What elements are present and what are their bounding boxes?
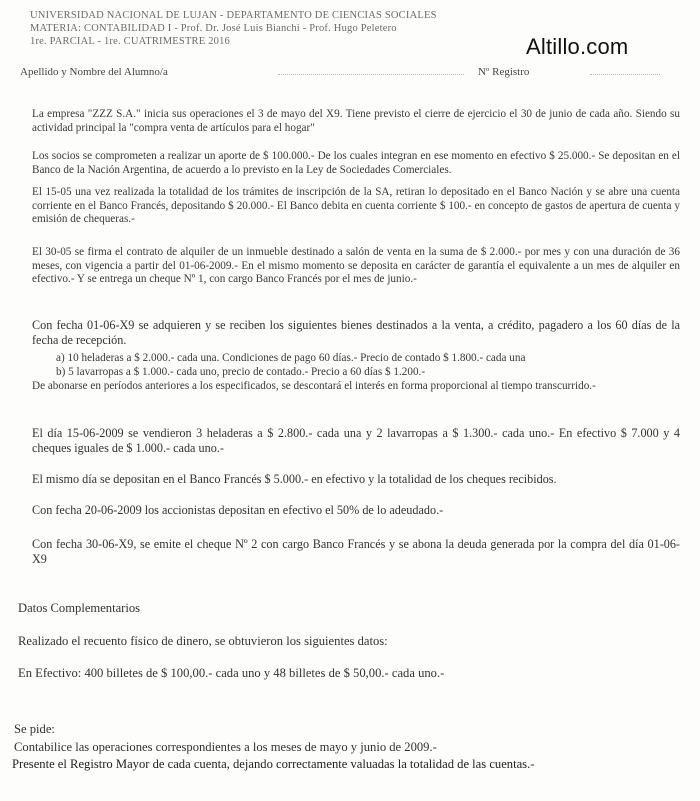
paragraph-alquiler: El 30-05 se firma el contrato de alquiler de un inmueble destinado a salón de venta en la suma de $ 2.000.- por mes y con una duración de 36 meses, con vigencia a partir del 01-06-2009.- En el mismo momento se deposita en carácter de garantía el equivalente a un mes de alquiler en efectivo.- Y se entrega un cheque Nº 1, con cargo Banco Francés por el mes de junio.- xyxy=(32,246,680,286)
paragraph-deposito: El mismo día se depositan en el Banco Francés $ 5.000.- en efectivo y la totalidad de los cheques recibidos. xyxy=(32,472,557,486)
paragraph-cheque-2: Con fecha 30-06-X9, se emite el cheque Nº 2 con cargo Banco Francés y se abona la deuda generada por la compra del día 01-06-X9 xyxy=(32,537,680,566)
registro-label: Nº Registro xyxy=(478,66,530,78)
header-parcial: 1re. PARCIAL - 1re. CUATRIMESTRE 2016 xyxy=(30,36,230,47)
header-university: UNIVERSIDAD NACIONAL DE LUJAN - DEPARTAMENTO DE CIENCIAS SOCIALES xyxy=(30,10,437,21)
paragraph-accionistas: Con fecha 20-06-2009 los accionistas depositan en efectivo el 50% de lo adeudado.- xyxy=(32,503,444,517)
name-dotted-line xyxy=(278,74,464,75)
header-materia: MATERIA: CONTABILIDAD I - Prof. Dr. José Luis Bianchi - Prof. Hugo Peletero xyxy=(30,23,397,34)
altillo-logo: Altillo.com xyxy=(526,34,629,59)
paragraph-venta: El día 15-06-2009 se vendieron 3 heladeras a $ 2.800.- cada una y 2 lavarropas a $ 1.300.- cada uno.- En efectivo $ 7.000 y 4 cheques iguales de $ 1.000.- cada uno.- xyxy=(32,426,680,455)
paragraph-cuenta-corriente: El 15-05 una vez realizada la totalidad de los trámites de inscripción de la SA, retiran lo depositado en el Banco Nación y se abre una cuenta corriente en el Banco Francés, depositando $ 20.000.- El Banco debita en cuenta corriente $ 100.- en concepto de gastos de apertura de cuenta y emisión de chequeras.- xyxy=(32,186,680,226)
efectivo-text: En Efectivo: 400 billetes de $ 100,00.- cada uno y 48 billetes de $ 50,00.- cada uno.- xyxy=(18,666,445,680)
registro-dotted-line xyxy=(590,74,660,75)
paragraph-inicio: La empresa "ZZZ S.A." inicia sus operaciones el 3 de mayo del X9. Tiene previsto el cierre de ejercicio el 30 de junio de cada año. Siendo su actividad principal la "compra venta de artículos para el hogar" xyxy=(32,108,680,134)
paragraph-descuento: De abonarse en períodos anteriores a los especificados, se descontará el interés en forma proporcional al tiempo transcurrido.- xyxy=(32,380,596,392)
list-item-lavarropas: b) 5 lavarropas a $ 1.000.- cada uno, precio de contado.- Precio a 60 días $ 1.200.- xyxy=(56,366,426,378)
pide-registro-mayor: Presente el Registro Mayor de cada cuenta, dejando correctamente valuadas la totalidad de las cuentas.- xyxy=(12,757,535,771)
list-item-heladeras: a) 10 heladeras a $ 2.000.- cada una. Condiciones de pago 60 días.- Precio de contado $ 1.800.- cada una xyxy=(56,352,526,364)
pide-contabilice: Contabilice las operaciones correspondientes a los meses de mayo y junio de 2009.- xyxy=(14,740,437,754)
section-title-datos-complementarios: Datos Complementarios xyxy=(18,601,141,615)
recuento-text: Realizado el recuento físico de dinero, se obtuvieron los siguientes datos: xyxy=(18,634,388,648)
section-title-se-pide: Se pide: xyxy=(14,722,55,736)
paragraph-compra: Con fecha 01-06-X9 se adquieren y se reciben los siguientes bienes destinados a la venta, a crédito, pagadero a los 60 días de la fecha de recepción. xyxy=(32,318,680,347)
student-name-label: Apellido y Nombre del Alumno/a xyxy=(20,66,168,78)
paragraph-aporte: Los socios se comprometen a realizar un aporte de $ 100.000.- De los cuales integran en ese momento en efectivo $ 25.000.- Se depositan en el Banco de la Nación Argentina, de acuerdo a lo previsto en la Ley de Sociedades Comerciales. xyxy=(32,150,680,176)
